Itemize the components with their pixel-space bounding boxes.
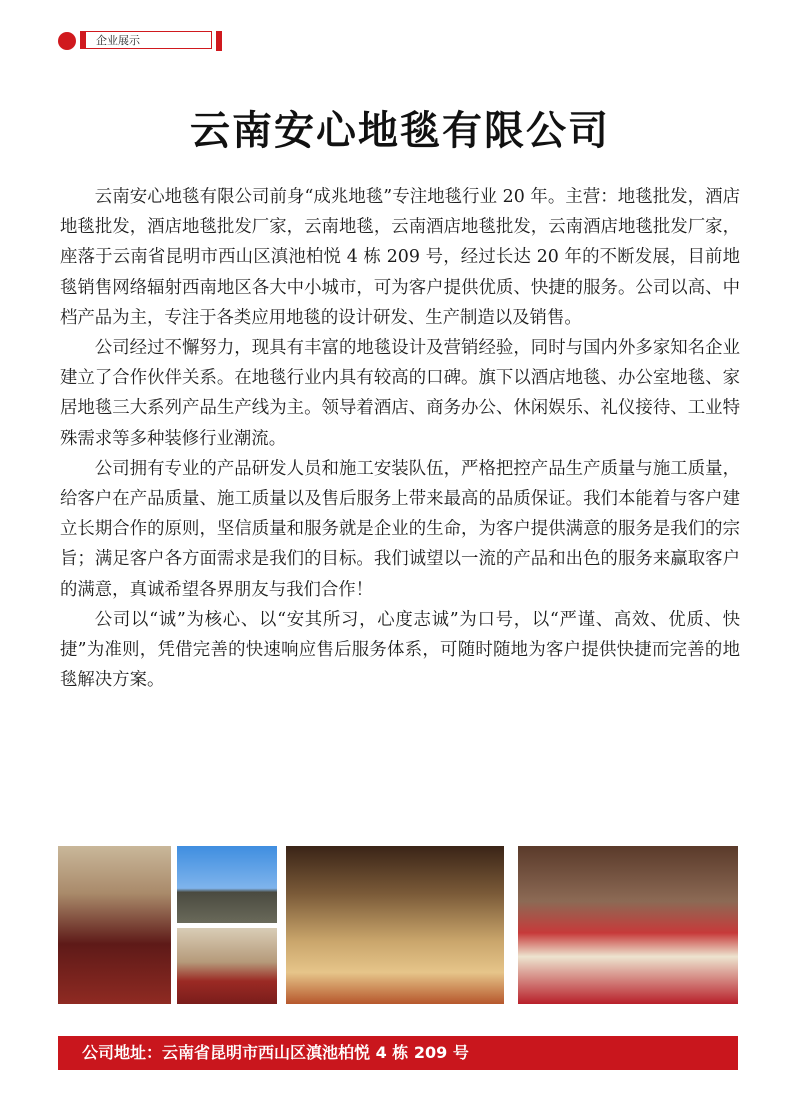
page-title: 云南安心地毯有限公司	[190, 108, 610, 154]
photo-building-exterior	[177, 846, 277, 923]
paragraph-motto: 公司以“诚”为核心、以“安其所习，心度志诚”为口号，以“严谨、高效、优质、快捷”为准则，凭借完善的快速响应售后服务体系，可随时随地为客户提供快捷而完善的地毯解决方案。	[60, 609, 740, 691]
photo-hall-interior	[58, 846, 171, 1004]
paragraph-experience: 公司经过不懈努力，现具有丰富的地毯设计及营销经验，同时与国内外多家知名企业建立了合作伙伴关系。在地毯行业内具有较高的口碑。旗下以酒店地毯、办公室地毯、家居地毯三大系列产品生产线为主。领导着酒店、商务办公、休闲娱乐、礼仪接待、工业特殊需求等多种装修行业潮流。	[60, 338, 740, 449]
photo-hotel-corridor	[286, 846, 504, 1004]
paragraph-intro: 云南安心地毯有限公司前身“成兆地毯”专注地毯行业 20 年。主营：地毯批发，酒店地毯批发，酒店地毯批发厂家，云南地毯，云南酒店地毯批发，云南酒店地毯批发厂家，座落于云南省昆明市西山区滇池柏悦 4 栋 209 号，经过长达 20 年的不断发展，目前地毯销售网络辐射西南地区各大中小城市，可为客户提供优质、快捷的服务。公司以高、中档产品为主，专注于各类应用地毯的设计研发、生产制造以及销售。	[60, 187, 740, 328]
photo-lobby-carpet	[518, 846, 738, 1004]
photo-gallery	[58, 846, 738, 1004]
address-bar: 公司地址：云南省昆明市西山区滇池柏悦 4 栋 209 号	[58, 1036, 738, 1070]
section-tag	[58, 30, 170, 52]
red-dot-icon	[58, 32, 76, 50]
photo-banquet-hall	[177, 928, 277, 1004]
section-tag-label: 企业展示	[80, 31, 212, 49]
company-description	[60, 182, 740, 695]
tag-end-bar	[216, 31, 222, 51]
paragraph-quality: 公司拥有专业的产品研发人员和施工安装队伍，严格把控产品生产质量与施工质量，给客户在产品质量、施工质量以及售后服务上带来最高的品质保证。我们本能着与客户建立长期合作的原则，坚信质量和服务就是企业的生命，为客户提供满意的服务是我们的宗旨；满足客户各方面需求是我们的目标。我们诚望以一流的产品和出色的服务来赢取客户的满意，真诚希望各界朋友与我们合作！	[60, 458, 740, 600]
